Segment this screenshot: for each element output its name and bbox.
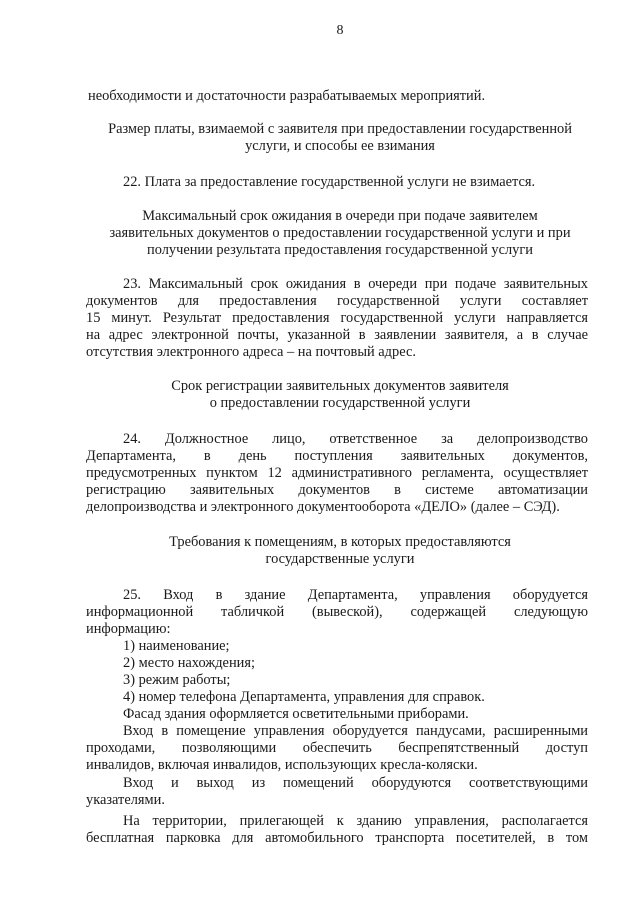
paragraph-exits-line: указателями. <box>86 792 165 808</box>
section-heading-line: о предоставлении государственной услуги <box>209 395 471 411</box>
paragraph-23-line: 23. Максимальный срок ожидания в очереди при подаче заявительных <box>123 276 588 292</box>
section-heading-line: Требования к помещениям, в которых предоставляются <box>169 534 511 550</box>
section-heading-line: заявительных документов о предоставлении государственной услуги и при <box>109 225 571 241</box>
section-heading-line: получении результата предоставления государственной услуги <box>147 242 533 258</box>
paragraph-23-line: отсутствия электронного адреса – на почтовый адрес. <box>86 344 416 360</box>
paragraph-facade: Фасад здания оформляется осветительными приборами. <box>123 706 469 722</box>
text-line: необходимости и достаточности разрабатываемых мероприятий. <box>88 88 486 104</box>
paragraph-parking-line: На территории, прилегающей к зданию управления, располагается <box>123 813 588 829</box>
paragraph-24-line: делопроизводства и электронного документооборота «ДЕЛО» (далее – СЭД). <box>86 499 560 515</box>
page-number: 8 <box>336 23 344 38</box>
section-heading-line: услуги, и способы ее взимания <box>245 138 435 154</box>
paragraph-24-line: предусмотренных пунктом 12 административного регламента, осуществляет <box>86 465 588 481</box>
list-item: 1) наименование; <box>123 638 230 654</box>
paragraph-23-line: документов для предоставления государственной услуги составляет <box>86 293 588 309</box>
list-item: 4) номер телефона Департамента, управления для справок. <box>123 689 485 705</box>
paragraph-parking-line: бесплатная парковка для автомобильного транспорта посетителей, в том <box>86 830 588 846</box>
paragraph-23-line: 15 минут. Результат предоставления государственной услуги направляется <box>86 310 588 326</box>
paragraph-exits-line: Вход и выход из помещений оборудуются соответствующими <box>123 775 588 791</box>
paragraph-22: 22. Плата за предоставление государственной услуги не взимается. <box>123 174 536 190</box>
paragraph-25-line: 25. Вход в здание Департамента, управления оборудуется <box>123 587 588 603</box>
list-item: 2) место нахождения; <box>123 655 255 671</box>
paragraph-25-line: информацию: <box>86 621 171 637</box>
section-heading-line: Размер платы, взимаемой с заявителя при предоставлении государственной <box>108 121 572 137</box>
paragraph-23-line: на адрес электронной почты, указанной в заявлении заявителя, а в случае <box>86 327 588 343</box>
paragraph-24-line: регистрацию заявительных документов в системе автоматизации <box>86 482 588 498</box>
paragraph-24-line: 24. Должностное лицо, ответственное за делопроизводство <box>123 431 588 447</box>
paragraph-24-line: Департамента, в день поступления заявительных документов, <box>86 448 588 464</box>
paragraph-25-line: информационной табличкой (вывеской), содержащей следующую <box>86 604 588 620</box>
section-heading-line: государственные услуги <box>265 551 415 567</box>
paragraph-ramps-line: инвалидов, включая инвалидов, использующих кресла-коляски. <box>86 757 478 773</box>
section-heading-line: Максимальный срок ожидания в очереди при подаче заявителем <box>142 208 538 224</box>
paragraph-ramps-line: проходами, позволяющими обеспечить беспрепятственный доступ <box>86 740 588 756</box>
paragraph-ramps-line: Вход в помещение управления оборудуется пандусами, расширенными <box>123 723 588 739</box>
section-heading-line: Срок регистрации заявительных документов заявителя <box>171 378 509 394</box>
list-item: 3) режим работы; <box>123 672 231 688</box>
